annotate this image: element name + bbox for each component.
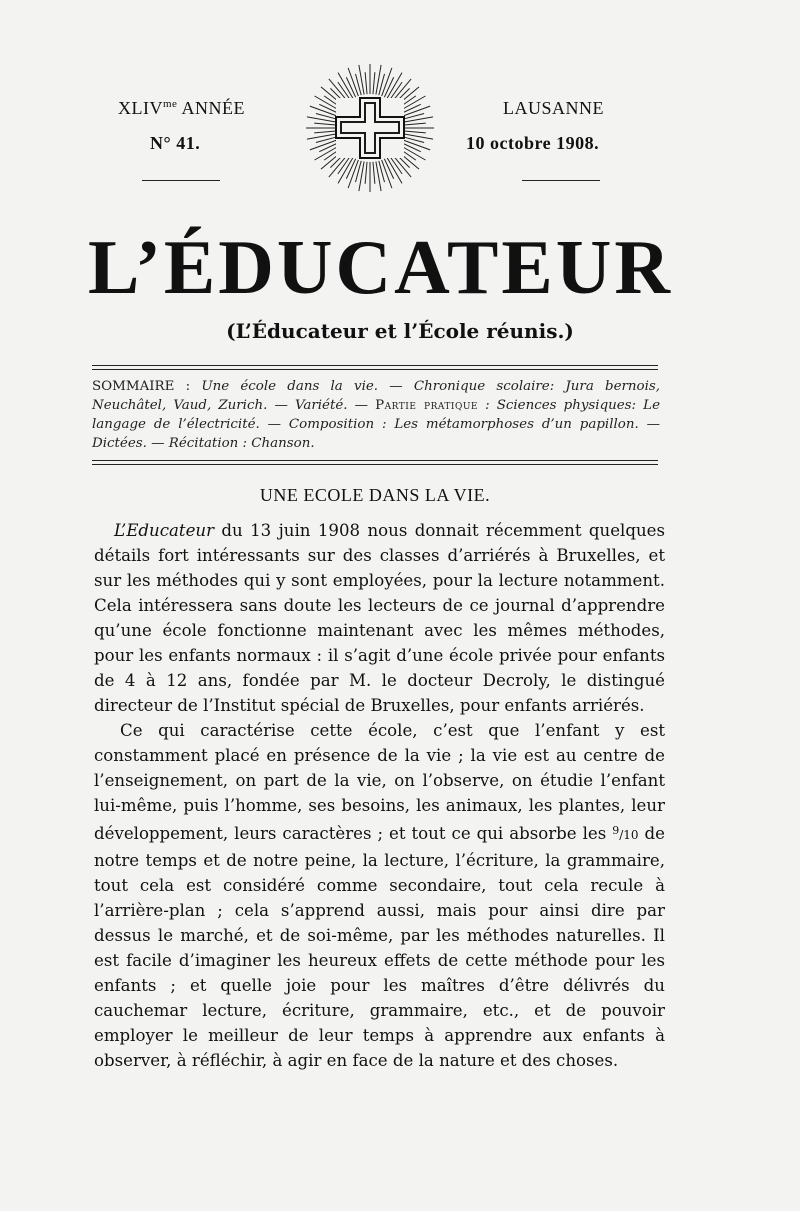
article-paragraph-1: L’Educateur du 13 juin 1908 nous donnait récemment quelques détails fort intéressants sur des classes d’arriérés à Bruxelles, et sur les méthodes qui y sont employées, pour la lecture notamment. Cela intéressera sans doute les lecteurs de ce journal d’apprendre qu’une école fonctionne maintenant avec les mêmes méthodes, pour les enfants normaux : il s’agit d’une école privée pour enfants de 4 à 12 ans, fondée par M. le docteur Decroly, le distingué directeur de l’Institut spécial de Bruxelles, pour enfants arriérés. bbox=[94, 521, 665, 715]
issue-number: N° 41. bbox=[150, 133, 201, 153]
year-label: $XLIV^{me}$ ANNÉE bbox=[118, 98, 245, 118]
article-body bbox=[94, 518, 665, 1073]
sunburst-ray bbox=[365, 72, 367, 94]
summary-bottom-rule-2 bbox=[92, 464, 658, 465]
sunburst-ray bbox=[404, 123, 426, 125]
sunburst-ray bbox=[373, 162, 375, 184]
summary-block bbox=[92, 377, 660, 453]
article-title: UNE ECOLE DANS LA VIE. bbox=[259, 485, 491, 505]
summary-bottom-rule bbox=[92, 460, 658, 461]
sunburst-ray bbox=[314, 131, 336, 133]
fraction: $^9$/10 bbox=[612, 824, 639, 842]
header-right-rule bbox=[522, 180, 600, 181]
sunburst-ray bbox=[404, 131, 426, 133]
header-left-rule bbox=[142, 180, 220, 181]
publication-name: L’Educateur bbox=[114, 521, 215, 540]
summary-part-label: Partie pratique bbox=[375, 398, 478, 413]
masthead-title: L’ÉDUCATEUR bbox=[88, 224, 673, 310]
sunburst-ray bbox=[373, 72, 375, 94]
sunburst-ray bbox=[314, 123, 336, 125]
article-paragraph-2: Ce qui caractérise cette école, c’est que l’enfant y est constamment placé en présence de la vie ; la vie est au centre de l’enseignement, on part de la vie, on l’observe, on étudie l’enfant lui-même, puis l’homme, ses besoins, les animaux, les plantes, leur développement, leurs caractères ; et tout ce qui absorbe les $^9$/10 de notre temps et de notre peine, la lecture, l’écriture, la grammaire, tout cela est considéré comme secondaire, tout cela recule à l’arrière-plan ; cela s’apprend aussi, mais pour ainsi dire par dessus le marché, et de soi-même, par les méthodes naturelles. Il est facile d’imaginer les heureux effets de cette méthode pour les enfants ; et quelle joie pour les maîtres d’être délivrés du cauchemar lecture, écriture, grammaire, etc., et de pouvoir employer le meilleur de leur temps à apprendre aux enfants à observer, à réfléchir, à agir en face de la nature et des choses. bbox=[94, 721, 665, 1070]
masthead-subtitle: (L’Éducateur et l’École réunis.) bbox=[226, 319, 574, 343]
summary-top-rule-2 bbox=[92, 369, 658, 370]
swiss-cross-sunburst-icon bbox=[300, 62, 440, 194]
summary-text-2: : Sciences physiques: Le langage de l’électricité. — Composition : Les métamorphoses d’un papillon. — Dictées. — Récitation : Chanson. bbox=[92, 398, 661, 451]
issue-date: 10 octobre 1908. bbox=[466, 133, 600, 153]
summary-top-rule bbox=[92, 365, 658, 366]
city-label: LAUSANNE bbox=[503, 98, 604, 118]
sunburst-ray bbox=[365, 162, 367, 184]
summary-text-1: Une école dans la vie. — Chronique scolaire: Jura bernois, Neuchâtel, Vaud, Zurich. — Variété. — bbox=[92, 379, 661, 413]
summary-label: SOMMAIRE : bbox=[92, 379, 202, 394]
